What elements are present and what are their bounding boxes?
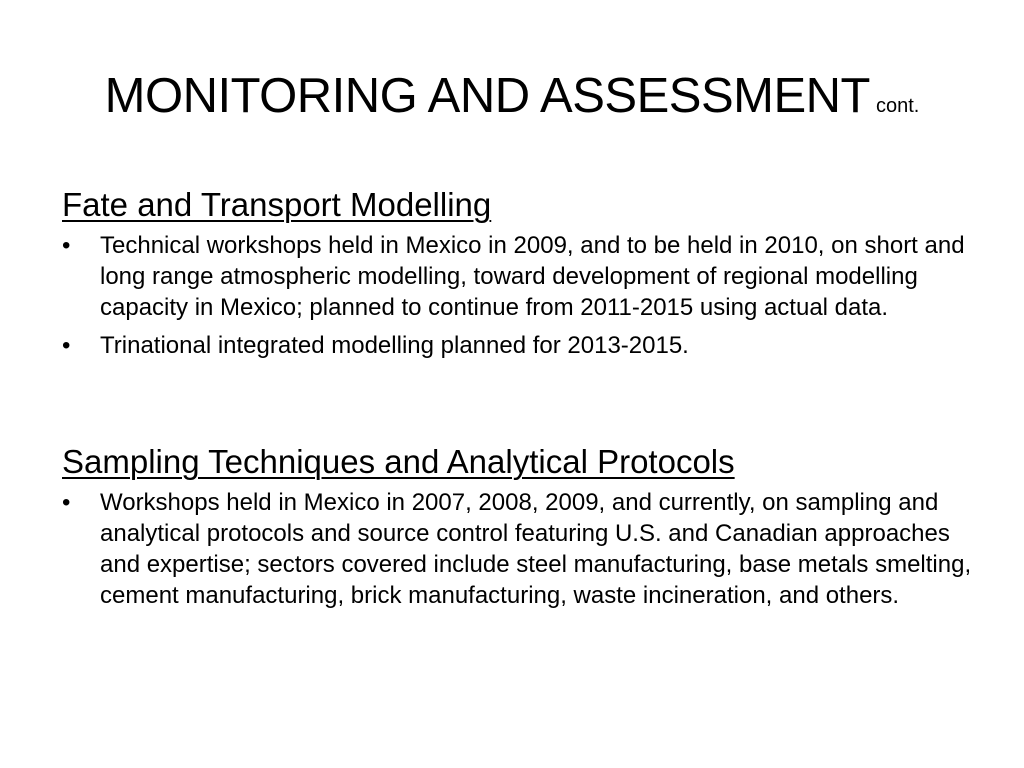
bullet-list <box>62 230 982 361</box>
slide-title-main: MONITORING AND ASSESSMENT <box>104 69 870 123</box>
bullet-text: Trinational integrated modelling planned for 2013-2015. <box>100 332 689 359</box>
section-heading: Fate and Transport Modelling <box>62 186 492 223</box>
bullet-text: Workshops held in Mexico in 2007, 2008, 2009, and currently, on sampling and analytical protocols and source control featuring U.S. and Canadian approaches and expertise; sectors covered include steel manufacturing, base metals smelting, cement manufacturing, brick manufacturing, waste incineration, and others. <box>100 489 972 609</box>
bullet-marker: • <box>62 489 71 516</box>
bullet-item <box>62 487 982 611</box>
bullet-list <box>62 487 982 611</box>
section-sampling-protocols <box>62 441 982 618</box>
slide-title <box>0 66 1024 138</box>
slide-title-suffix: cont. <box>875 95 920 117</box>
bullet-marker: • <box>62 232 71 259</box>
section-fate-transport <box>62 184 982 368</box>
bullet-item <box>62 230 982 323</box>
bullet-marker: • <box>62 332 71 359</box>
section-heading: Sampling Techniques and Analytical Protocols <box>62 443 735 480</box>
bullet-item <box>62 330 982 361</box>
bullet-text: Technical workshops held in Mexico in 2009, and to be held in 2010, on short and long range atmospheric modelling, toward development of regional modelling capacity in Mexico; planned to continue from 2011-2015 using actual data. <box>100 232 965 321</box>
